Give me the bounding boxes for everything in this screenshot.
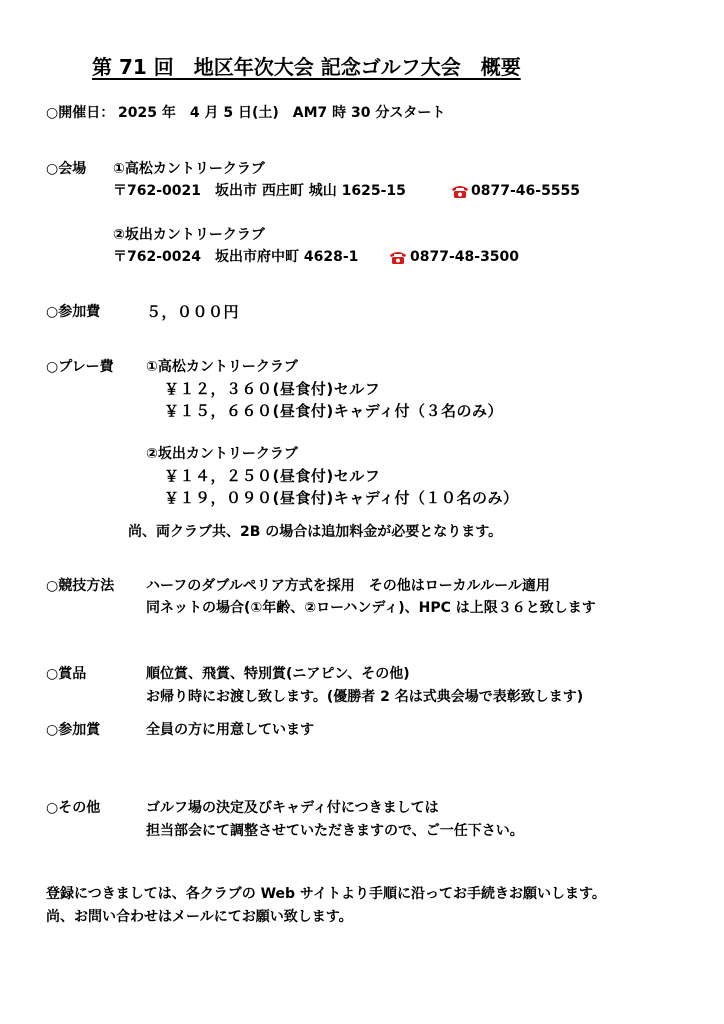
fee-value: ５，０００円 (146, 303, 240, 321)
date-value: 2025 年 4 月 5 日(土) AM7 時 30 分スタート (118, 105, 446, 121)
play-fee-label: ○プレー費 (46, 359, 114, 375)
competition-line-2: 同ネットの場合(①年齢、②ローハンディ)、HPC は上限３６と致します (146, 600, 596, 616)
other-label: ○その他 (46, 800, 101, 816)
footer-line-2: 尚、お問い合わせはメールにてお願い致します。 (46, 909, 353, 925)
play-fee-course-1-line-2: ￥１５，６６０(昼食付)キャディ付（３名のみ） (164, 402, 504, 420)
venue-label: ○会場 (46, 161, 87, 177)
prizes-line-2: お帰り時にお渡し致します。(優勝者 2 名は式典会場で表彰致します) (146, 689, 584, 705)
play-fee-course-2-line-2: ￥１９，０９０(昼食付)キャディ付（１０名のみ） (164, 489, 519, 507)
competition-label: ○競技方法 (46, 578, 115, 594)
participation-value: 全員の方に用意しています (146, 722, 314, 738)
other-line-1: ゴルフ場の決定及びキャディ付につきましては (146, 800, 439, 816)
venue-course-2-phone: 0877-48-3500 (410, 249, 520, 265)
venue-course-1-name: ①高松カントリークラブ (113, 161, 265, 177)
page-title: 第 71 回 地区年次大会 記念ゴルフ大会 概要 (92, 55, 521, 79)
participation-label: ○参加賞 (46, 722, 101, 738)
date-label: ○開催日： (46, 105, 115, 121)
venue-course-1-address: 〒762-0021 坂出市 西庄町 城山 1625-15 (113, 183, 406, 199)
venue-course-2-address: 〒762-0024 坂出市府中町 4628-1 (113, 249, 359, 265)
telephone-icon (450, 184, 470, 198)
footer-line-1: 登録につきましては、各クラブの Web サイトより手順に沿ってお手続きお願いします。 (46, 886, 606, 902)
competition-line-1: ハーフのダブルペリア方式を採用 その他はローカルルール適用 (146, 578, 550, 594)
prizes-line-1: 順位賞、飛賞、特別賞(ニアピン、その他) (146, 666, 410, 682)
play-fee-course-2-line-1: ￥１４，２５０(昼食付)セルフ (164, 467, 381, 485)
prizes-label: ○賞品 (46, 666, 87, 682)
venue-course-1-phone: 0877-46-5555 (471, 183, 581, 199)
play-fee-note: 尚、両クラブ共、2B の場合は追加料金が必要となります。 (128, 524, 503, 540)
telephone-icon (388, 250, 408, 264)
venue-course-2-name: ②坂出カントリークラブ (113, 227, 265, 243)
play-fee-course-2-name: ②坂出カントリークラブ (146, 446, 298, 462)
play-fee-course-1-line-1: ￥１２，３６０(昼食付)セルフ (164, 380, 381, 398)
play-fee-course-1-name: ①高松カントリークラブ (146, 359, 298, 375)
other-line-2: 担当部会にて調整させていただきますので、ご一任下さい。 (146, 823, 524, 839)
fee-label: ○参加費 (46, 304, 101, 320)
